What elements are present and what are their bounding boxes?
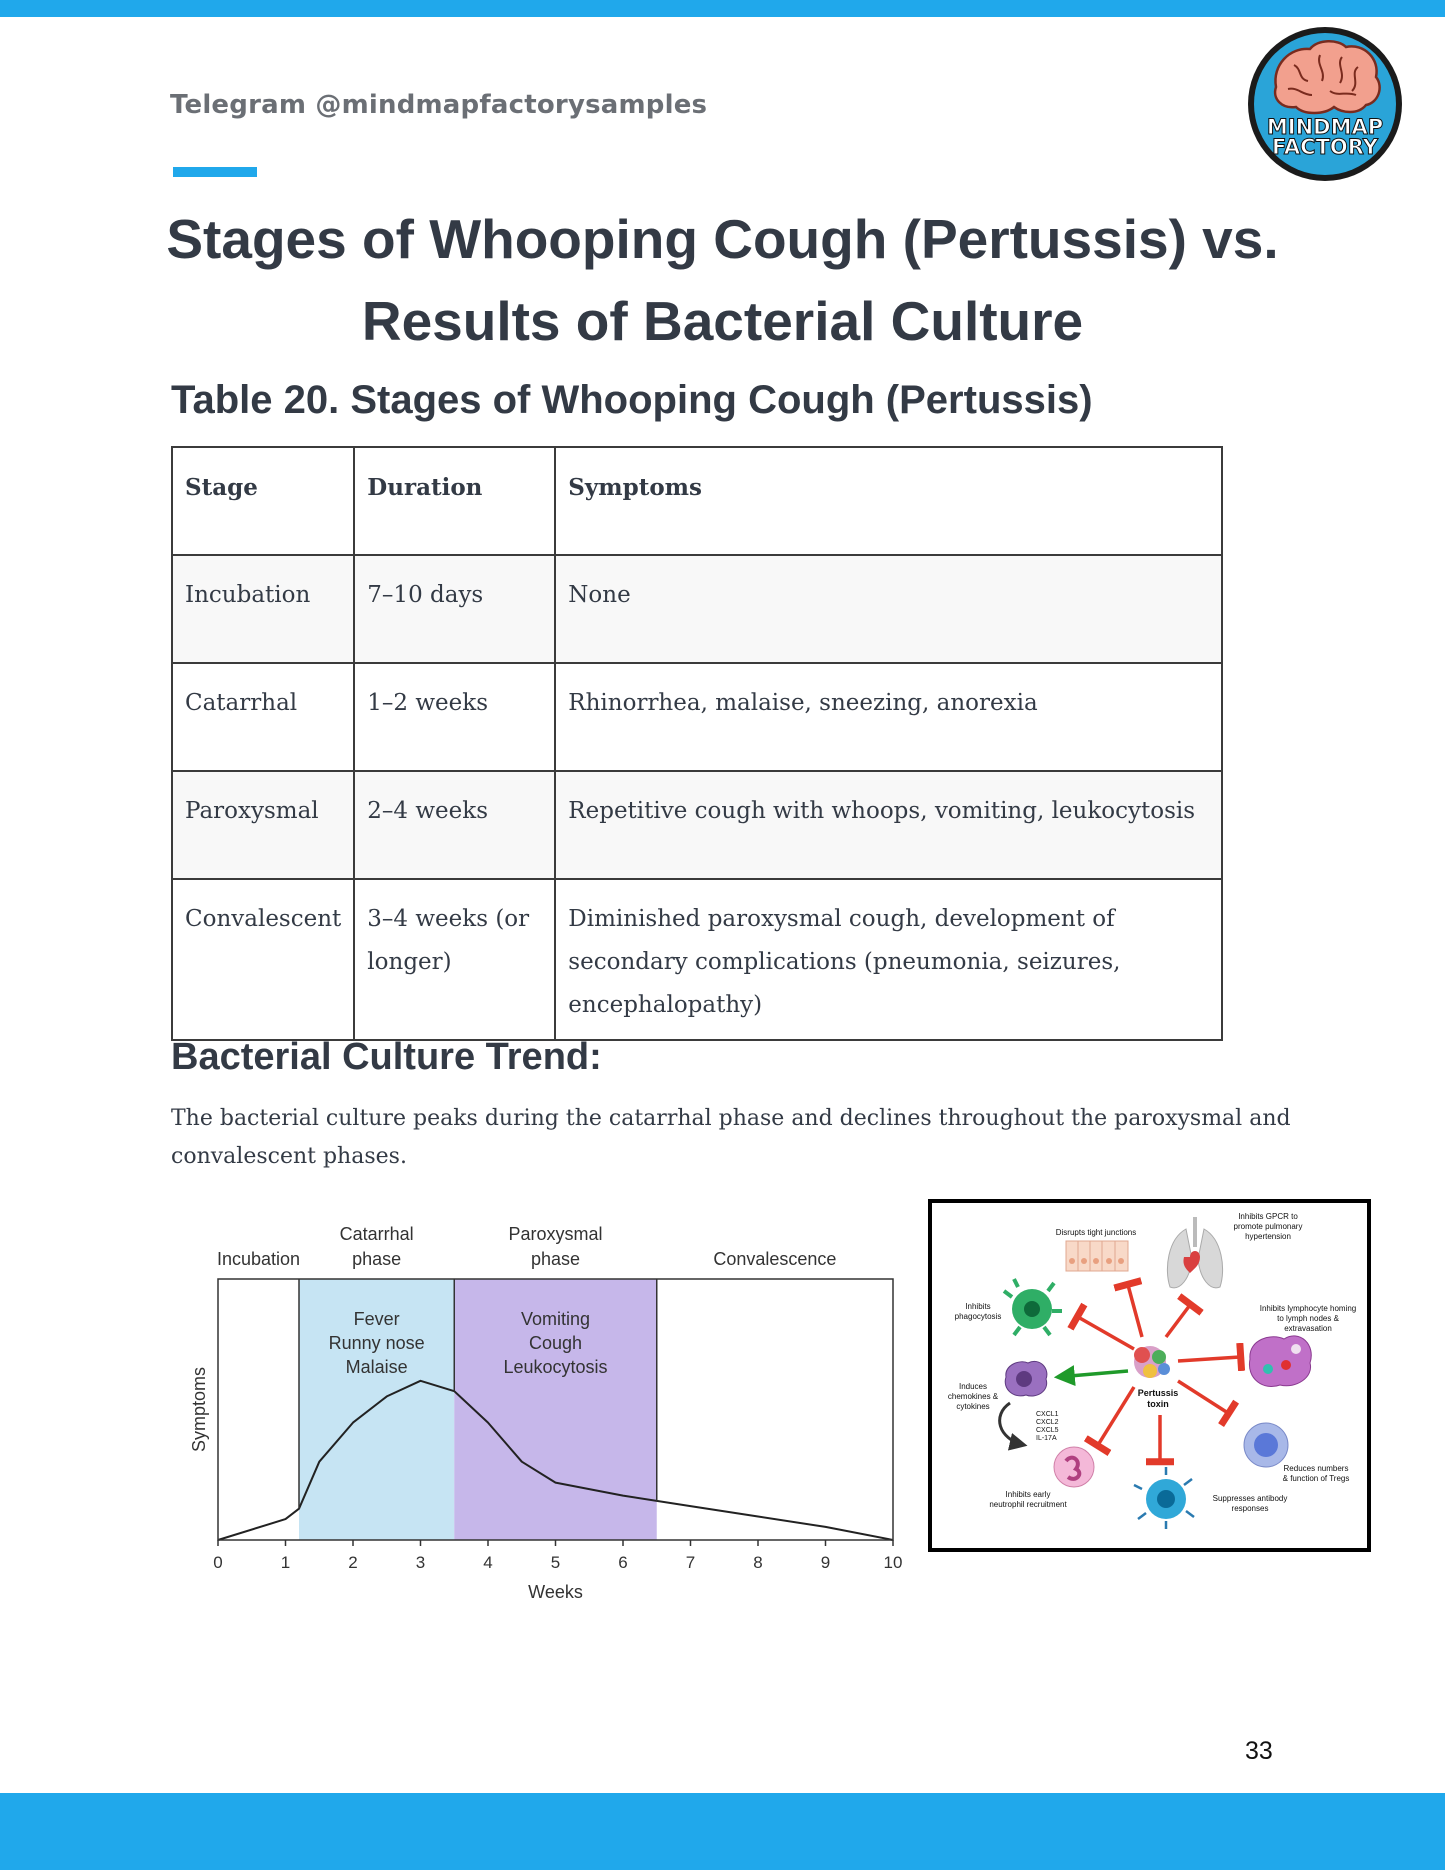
title-line-2: Results of Bacterial Culture bbox=[361, 290, 1084, 352]
label-tight-junctions: Disrupts tight junctions bbox=[1055, 1228, 1137, 1237]
cell-duration: 1–2 weeks bbox=[354, 663, 555, 771]
label-chemokines-1: Induces bbox=[958, 1382, 988, 1391]
label-cxcl-4: IL-17A bbox=[1036, 1435, 1057, 1442]
label-tregs-1: Reduces numbers bbox=[1283, 1464, 1349, 1473]
label-neutrophil-1: Inhibits early bbox=[1005, 1490, 1051, 1499]
label-lymphocyte-2: to lymph nodes & bbox=[1277, 1314, 1339, 1323]
cell-symptoms: Repetitive cough with whoops, vomiting, leukocytosis bbox=[555, 771, 1222, 879]
cell-duration: 2–4 weeks bbox=[354, 771, 555, 879]
label-chemokines-3: cytokines bbox=[956, 1402, 990, 1411]
x-tick-label: 8 bbox=[753, 1553, 763, 1572]
label-lymphocyte-3: extravasation bbox=[1284, 1324, 1332, 1333]
pertussis-toxin-figure bbox=[928, 1199, 1371, 1552]
page-number: 33 bbox=[1245, 1737, 1273, 1765]
monocyte-icon bbox=[1005, 1361, 1047, 1396]
label-cxcl-3: CXCL5 bbox=[1036, 1427, 1059, 1434]
x-tick-label: 3 bbox=[415, 1553, 426, 1572]
cell-symptoms: Diminished paroxysmal cough, development of secondary complications (pneumonia, seizures, encephalopathy) bbox=[555, 879, 1222, 1040]
label-cxcl-1: CXCL1 bbox=[1036, 1411, 1059, 1418]
label-chemokines-2: chemokines & bbox=[947, 1392, 999, 1401]
header-duration: Duration bbox=[354, 447, 555, 555]
label-phagocytosis-1: Inhibits bbox=[965, 1302, 991, 1311]
label-antibody-2: responses bbox=[1231, 1504, 1269, 1513]
x-axis-label: Weeks bbox=[528, 1582, 583, 1602]
cell-stage: Incubation bbox=[172, 555, 354, 663]
cell-symptoms: Rhinorrhea, malaise, sneezing, anorexia bbox=[555, 663, 1222, 771]
logo-text-top: MINDMAP bbox=[1266, 115, 1384, 139]
phase-label: phase bbox=[530, 1249, 581, 1269]
x-tick-label: 4 bbox=[483, 1553, 493, 1572]
label-antibody-1: Suppresses antibody bbox=[1212, 1494, 1288, 1503]
label-gpcr-3: hypertension bbox=[1245, 1232, 1291, 1241]
treg-icon bbox=[1244, 1423, 1288, 1467]
cell-duration: 7–10 days bbox=[354, 555, 555, 663]
table-row bbox=[172, 879, 1222, 1040]
x-tick-label: 2 bbox=[348, 1553, 358, 1572]
x-tick-label: 7 bbox=[685, 1553, 696, 1572]
phase-label: Catarrhal bbox=[339, 1224, 414, 1244]
phase-note: Vomiting bbox=[520, 1309, 591, 1329]
label-neutrophil-2: neutrophil recruitment bbox=[989, 1500, 1067, 1509]
phase-note: Runny nose bbox=[328, 1333, 425, 1353]
phase-note: Leukocytosis bbox=[503, 1357, 608, 1377]
label-phagocytosis-2: phagocytosis bbox=[954, 1312, 1002, 1321]
page-title bbox=[150, 198, 1295, 362]
table-row bbox=[172, 771, 1222, 879]
x-tick-label: 9 bbox=[820, 1553, 831, 1572]
lymph-node-icon bbox=[1249, 1336, 1311, 1387]
x-tick-label: 6 bbox=[618, 1553, 628, 1572]
table-row bbox=[172, 663, 1222, 771]
x-tick-label: 1 bbox=[280, 1553, 291, 1572]
phase-label: Incubation bbox=[216, 1249, 301, 1269]
bottom-accent-bar bbox=[0, 1793, 1445, 1870]
table-caption: Table 20. Stages of Whooping Cough (Pertussis) bbox=[171, 378, 1093, 422]
neutrophil-icon bbox=[1054, 1447, 1094, 1487]
stages-table bbox=[171, 446, 1223, 1041]
cell-symptoms: None bbox=[555, 555, 1222, 663]
label-gpcr-2: promote pulmonary bbox=[1233, 1222, 1303, 1231]
epithelium-icon bbox=[1066, 1241, 1128, 1271]
toxin-label-1: Pertussis bbox=[1137, 1388, 1179, 1398]
top-accent-bar bbox=[0, 0, 1445, 17]
label-lymphocyte-1: Inhibits lymphocyte homing bbox=[1259, 1304, 1357, 1313]
phase-note: Fever bbox=[353, 1309, 400, 1329]
title-line-1: Stages of Whooping Cough (Pertussis) vs. bbox=[166, 208, 1279, 270]
cell-stage: Paroxysmal bbox=[172, 771, 354, 879]
phase-label: Convalescence bbox=[713, 1249, 837, 1269]
phase-note: Malaise bbox=[345, 1357, 408, 1377]
label-gpcr-1: Inhibits GPCR to bbox=[1238, 1212, 1298, 1221]
label-tregs-2: & function of Tregs bbox=[1282, 1474, 1350, 1483]
phase-label: Paroxysmal bbox=[508, 1224, 603, 1244]
cell-duration: 3–4 weeks (or longer) bbox=[354, 879, 555, 1040]
logo-text-bottom: FACTORY bbox=[1271, 135, 1379, 159]
table-row bbox=[172, 555, 1222, 663]
x-tick-label: 10 bbox=[883, 1553, 903, 1572]
section-heading: Bacterial Culture Trend: bbox=[171, 1036, 602, 1078]
section-paragraph: The bacterial culture peaks during the catarrhal phase and declines throughout the paroxysmal and convalescent phases. bbox=[171, 1106, 1291, 1169]
cell-stage: Catarrhal bbox=[172, 663, 354, 771]
x-tick-label: 5 bbox=[550, 1553, 561, 1572]
cell-stage: Convalescent bbox=[172, 879, 354, 1040]
toxin-label-2: toxin bbox=[1147, 1399, 1169, 1409]
x-tick-label: 0 bbox=[213, 1553, 223, 1572]
pertussis-stage-chart bbox=[180, 1200, 910, 1620]
brain-icon bbox=[1275, 41, 1380, 113]
header-symptoms: Symptoms bbox=[555, 447, 1222, 555]
table-header-row bbox=[172, 447, 1222, 555]
phase-note: Cough bbox=[528, 1333, 583, 1353]
header-stage: Stage bbox=[172, 447, 354, 555]
telegram-handle: Telegram @mindmapfactorysamples bbox=[170, 90, 708, 120]
y-axis-label: Symptoms bbox=[189, 1366, 209, 1453]
label-cxcl-2: CXCL2 bbox=[1036, 1419, 1059, 1426]
accent-dash bbox=[173, 167, 257, 177]
phase-label: phase bbox=[352, 1249, 402, 1269]
mindmap-factory-logo bbox=[1246, 25, 1404, 183]
